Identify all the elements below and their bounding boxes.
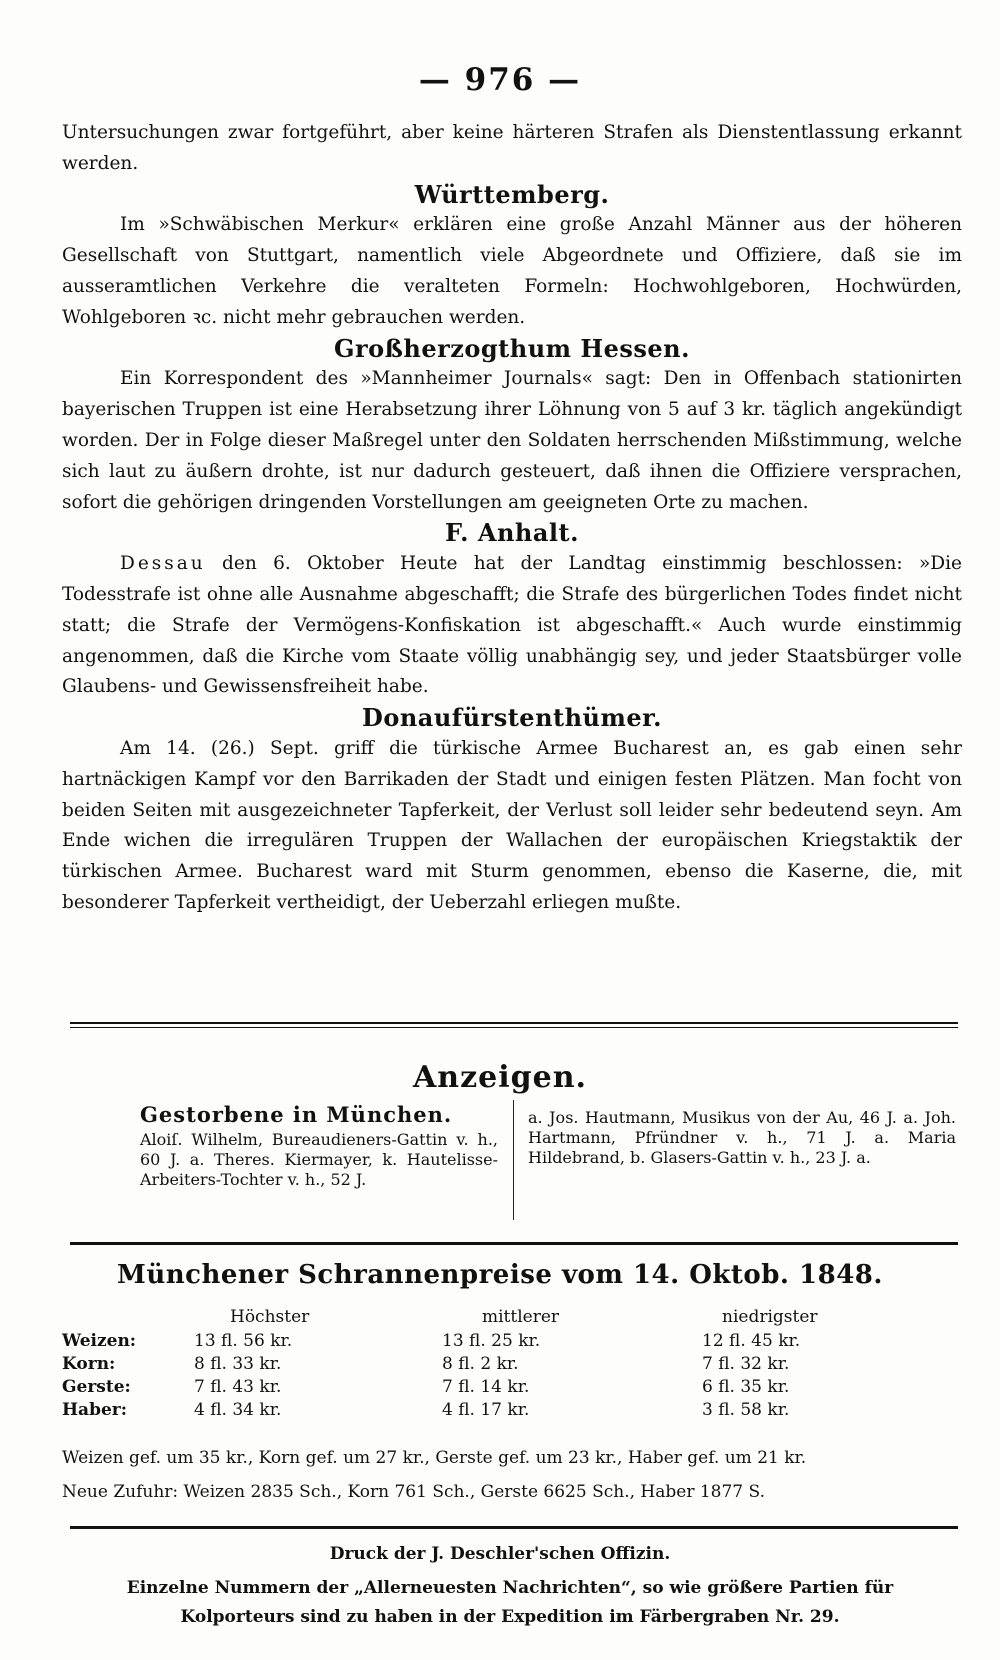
deaths-heading: Gestorbene in München. <box>140 1102 453 1127</box>
donau-paragraph: Am 14. (26.) Sept. griff die türkische Armee Bucharest an, es gab einen sehr hartnäckigen Kampf vor den Barrikaden der Stadt und einigen festen Plätzen. Man focht von beiden Seiten mit ausgezeichneter Tapferkeit, der Verlust soll leider sehr bedeutend seyn. Am Ende wichen die irregulären Truppen der Wallachen der europäischen Kriegstaktik der türkischen Armee. Bucharest ward mit Sturm genommen, ebenso die Kaserne, die, mit besonderer Tapferkeit vertheidigt, der Ueberzahl erliegen mußte. <box>62 737 962 913</box>
column-divider <box>513 1100 514 1220</box>
intro-paragraph: Untersuchungen zwar fortgeführt, aber keine härteren Strafen als Dienstentlassung erkannt werden. <box>62 122 962 174</box>
hessen-paragraph: Ein Korrespondent des »Mannheimer Journals« sagt: Den in Offenbach stationirten bayerischen Truppen ist eine Herabsetzung ihrer Löhnung von 5 auf 3 kr. täglich angekündigt worden. Der in Folge dieser Maßregel unter den Soldaten herrschenden Mißstimmung, welche sich laut zu äußern drohte, ist nur dadurch gesteuert, daß ihnen die Offiziere versprachen, sofort die gehörigen dringenden Vorstellungen am geeigneten Orte zu machen. <box>62 368 962 513</box>
heading-wuerttemberg: Württemberg. <box>414 179 610 209</box>
anhalt-dateline-place: Dessau <box>120 553 206 575</box>
grain-label: Gerste: <box>62 1377 131 1397</box>
ads-divider <box>70 1242 958 1245</box>
prices-table <box>62 1306 962 1436</box>
col-header-niedrigster: niedrigster <box>722 1307 818 1327</box>
price-niedrigster: 7 fl. 32 kr. <box>702 1354 790 1374</box>
section-divider-thin <box>70 1027 958 1028</box>
deaths-right-text: a. Jos. Hautmann, Musikus von der Au, 46 J. a. Joh. Hartmann, Pfründner v. h., 71 J. a. Maria Hildebrand, b. Glasers-Gattin v. h., 23 J. a. <box>528 1108 956 1167</box>
anhalt-text: den 6. Oktober Heute hat der Landtag einstimmig beschlossen: »Die Todesstrafe ist ohne alle Ausnahme abgeschafft; die Strafe des bürgerlichen Todes findet nicht statt; die Strafe der Vermögens-Konfiskation ist abgeschafft.« Auch wurde einstimmig angenommen, daß die Kirche vom Staate völlig unabhängig sey, und jeder Staatsbürger volle Glaubens- und Gewissensfreiheit habe. <box>62 553 962 698</box>
heading-anhalt: F. Anhalt. <box>445 518 579 548</box>
prices-title: Münchener Schrannenpreise vom 14. Oktob. 1848. <box>117 1260 883 1290</box>
price-hoechster: 4 fl. 34 kr. <box>194 1400 282 1420</box>
news-section <box>62 118 962 919</box>
col-header-mittlerer: mittlerer <box>482 1307 560 1327</box>
price-row <box>62 1399 962 1422</box>
imprint-divider <box>70 1526 958 1529</box>
heading-hessen: Großherzogthum Hessen. <box>334 333 690 363</box>
price-hoechster: 8 fl. 33 kr. <box>194 1354 282 1374</box>
heading-donau: Donaufürstenthümer. <box>362 703 662 733</box>
page-number: — 976 — <box>418 62 582 98</box>
price-mittlerer: 8 fl. 2 kr. <box>442 1354 519 1374</box>
price-niedrigster: 3 fl. 58 kr. <box>702 1400 790 1420</box>
anhalt-paragraph <box>62 549 962 703</box>
deaths-left-column <box>140 1100 498 1190</box>
price-row <box>62 1376 962 1399</box>
printer-line: Druck der J. Deschler'schen Offizin. <box>329 1544 671 1564</box>
new-supply-line: Neue Zufuhr: Weizen 2835 Sch., Korn 761 Sch., Gerste 6625 Sch., Haber 1877 S. <box>62 1482 765 1502</box>
price-hoechster: 7 fl. 43 kr. <box>194 1377 282 1397</box>
wuerttemberg-paragraph: Im »Schwäbischen Merkur« erklären eine große Anzahl Männer aus der höheren Gesellschaft von Stuttgart, namentlich viele Abgeordnete und Offiziere, daß sie im ausseramtlichen Verkehre die veralteten Formeln: Hochwohlgeboren, Hochwürden, Wohlgeboren ꝛc. nicht mehr gebrauchen werden. <box>62 214 962 328</box>
ads-heading: Anzeigen. <box>413 1060 587 1095</box>
price-row <box>62 1353 962 1376</box>
price-mittlerer: 4 fl. 17 kr. <box>442 1400 530 1420</box>
price-mittlerer: 13 fl. 25 kr. <box>442 1331 541 1351</box>
price-niedrigster: 12 fl. 45 kr. <box>702 1331 801 1351</box>
price-row <box>62 1330 962 1353</box>
deaths-left-text: Aloiſ. Wilhelm, Bureaudieners-Gattin v. h., 60 J. a. Theres. Kiermayer, k. Hautelisse-Arbeiters-Tochter v. h., 52 J. <box>140 1130 498 1189</box>
sales-note: Einzelne Nummern der „Allerneuesten Nachrichten“, so wie größere Partien für Kolporteurs sind zu haben in der Expedition im Färbergraben Nr. 29. <box>126 1578 894 1627</box>
price-hoechster: 13 fl. 56 kr. <box>194 1331 293 1351</box>
deaths-right-column <box>528 1108 956 1168</box>
price-niedrigster: 6 fl. 35 kr. <box>702 1377 790 1397</box>
col-header-hoechster: Höchster <box>230 1307 310 1327</box>
prices-fallen-line: Weizen gef. um 35 kr., Korn gef. um 27 kr., Gerste gef. um 23 kr., Haber gef. um 21 kr. <box>62 1448 807 1468</box>
price-mittlerer: 7 fl. 14 kr. <box>442 1377 530 1397</box>
grain-label: Haber: <box>62 1400 128 1420</box>
grain-label: Weizen: <box>62 1331 137 1351</box>
section-divider <box>70 1022 958 1024</box>
grain-label: Korn: <box>62 1354 116 1374</box>
